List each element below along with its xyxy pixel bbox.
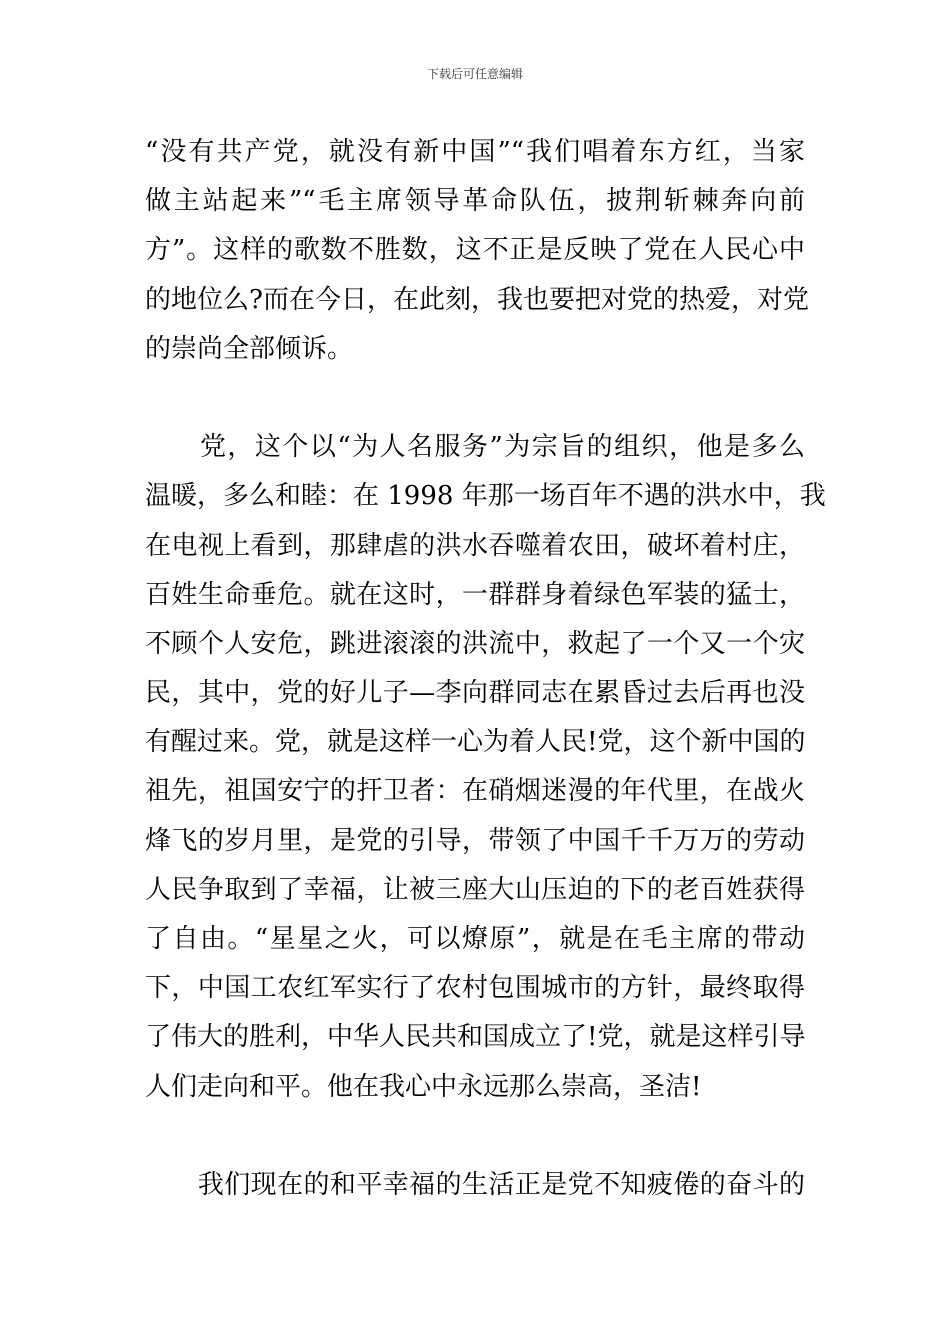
text-line: 党，这个以“为人名服务”为宗旨的组织，他是多么 <box>145 432 805 463</box>
text-line: 不顾个人安危，跳进滚滚的洪流中，救起了一个又一个灾 <box>145 628 805 659</box>
text-line: 了伟大的胜利，中华人民共和国成立了!党，就是这样引导 <box>145 1022 806 1053</box>
text-line: 在电视上看到，那肆虐的洪水吞噬着农田，破坏着村庄， <box>145 530 805 561</box>
paragraph-2 <box>145 423 826 1112</box>
text-line: 祖先，祖国安宁的扞卫者：在硝烟迷漫的年代里，在战火 <box>145 776 805 807</box>
text-line: 做主站起来”“毛主席领导革命队伍，披荆斩棘奔向前 <box>145 186 805 217</box>
text-line: “没有共产党，就没有新中国”“我们唱着东方红，当家 <box>145 137 805 167</box>
header-note: 下载后可任意编辑 <box>426 67 523 81</box>
text-line: 人们走向和平。他在我心中永远那么崇高，圣洁! <box>145 1071 702 1102</box>
text-line: 有醒过来。党，就是这样一心为着人民!党，这个新中国的 <box>145 727 806 758</box>
text-line: 方”。这样的歌数不胜数，这不正是反映了党在人民心中 <box>145 235 805 266</box>
text-line: 烽飞的岁月里，是党的引导，带领了中国千千万万的劳动 <box>145 825 805 856</box>
text-line: 的地位么?而在今日，在此刻，我也要把对党的热爱，对党 <box>145 284 809 315</box>
text-line: 了自由。“星星之火，可以燎原”，就是在毛主席的带动 <box>145 924 805 954</box>
text-line: 的崇尚全部倾诉。 <box>145 333 354 364</box>
text-line: 民，其中，党的好儿子—李向群同志在累昏过去后再也没 <box>145 678 805 709</box>
text-line: 人民争取到了幸福，让被三座大山压迫的下的老百姓获得 <box>145 874 805 905</box>
paragraph-1 <box>145 128 809 374</box>
paragraph-3 <box>145 1161 805 1210</box>
text-line: 温暖，多么和睦：在 1998 年那一场百年不遇的洪水中，我 <box>145 481 826 512</box>
paragraph-gap <box>145 1112 805 1161</box>
text-line: 百姓生命垂危。就在这时，一群群身着绿色军装的猛士， <box>145 579 805 610</box>
text-line: 下，中国工农红军实行了农村包围城市的方针，最终取得 <box>145 973 805 1004</box>
document-body <box>145 128 826 1210</box>
paragraph-gap <box>145 374 805 423</box>
text-line: 我们现在的和平幸福的生活正是党不知疲倦的奋斗的 <box>145 1169 805 1200</box>
